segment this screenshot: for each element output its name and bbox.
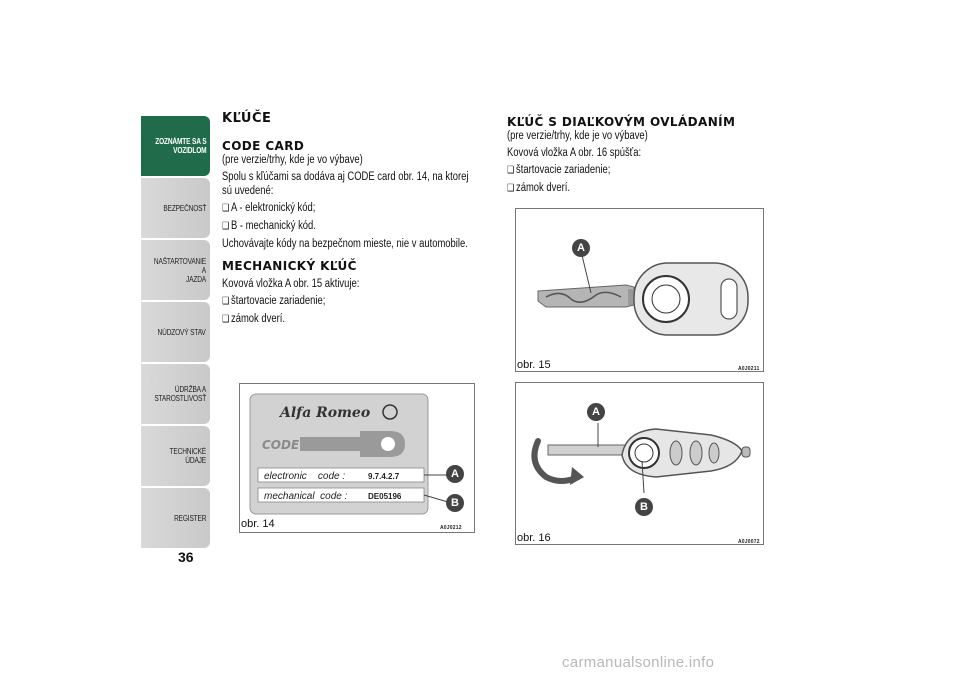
key-head-icon — [381, 437, 395, 451]
code-card-intro: Spolu s kľúčami sa dodáva aj CODE card obr. 14, na ktorej sú uvedené: — [222, 171, 469, 197]
list-item: ❑ zámok dverí. — [507, 181, 761, 196]
figure-code: A0J0212 — [440, 525, 462, 531]
watermark: carmanualsonline.info — [562, 654, 715, 671]
tab-label: NÚDZOVÝ STAV — [157, 327, 206, 337]
marker-a: A — [587, 403, 605, 421]
figure-caption: obr. 16 — [517, 532, 551, 544]
list-item: ❑ A - elektronický kód; — [222, 201, 476, 216]
tab-label: ZOZNÁMTE SA S VOZIDLOM — [154, 137, 206, 155]
figure-remote-key — [515, 382, 764, 545]
remote-key-body — [507, 129, 761, 196]
chapter-sidebar — [141, 116, 210, 550]
mechanical-key-illustration — [516, 209, 763, 371]
figure-code-card — [239, 383, 475, 533]
figure-code: A0J0072 — [738, 539, 760, 545]
mech-key-heading: MECHANICKÝ KĽÚČ — [222, 259, 357, 273]
figure-code: A0J0211 — [738, 366, 760, 372]
left-column — [222, 112, 532, 330]
tab-label: BEZPEČNOSŤ — [163, 203, 206, 213]
list-item: ❑ zámok dverí. — [222, 312, 476, 327]
tab-safety[interactable] — [141, 178, 210, 238]
code-card-note: (pre verzie/trhy, kde je vo výbave) — [222, 154, 363, 166]
electronic-code-value: 9.7.4.2.7 — [368, 472, 400, 481]
code-card-body — [222, 153, 476, 251]
marker-b: B — [635, 498, 653, 516]
remote-key-heading: KĽÚČ S DIAĽKOVÝM OVLÁDANÍM — [507, 115, 736, 129]
code-card-outro: Uchovávajte kódy na bezpečnom mieste, nie v automobile. — [222, 238, 468, 250]
marker-a: A — [572, 239, 590, 257]
tab-starting-driving[interactable] — [141, 240, 210, 300]
marker-a: A — [446, 465, 464, 483]
rotate-arrow-head-icon — [570, 467, 584, 485]
key-ring-icon — [742, 447, 750, 457]
leader-line — [581, 251, 591, 293]
key-blade-icon — [548, 445, 626, 455]
code-card-heading: CODE CARD — [222, 139, 305, 153]
tab-label: TECHNICKÉ ÚDAJE — [169, 447, 206, 465]
tab-emergency[interactable] — [141, 302, 210, 362]
figure-mechanical-key — [515, 208, 764, 372]
tab-label: ÚDRŽBA A STAROSTLIVOSŤ — [154, 385, 206, 403]
figure-caption: obr. 14 — [241, 518, 275, 530]
remote-key-note: (pre verzie/trhy, kde je vo výbave) — [507, 130, 648, 142]
list-item: ❑ B - mechanický kód. — [222, 219, 476, 234]
fob-button-icon — [670, 441, 682, 465]
brand-logo-text: Alfa Romeo — [280, 405, 371, 421]
right-column — [507, 116, 817, 199]
fob-button-icon — [709, 443, 719, 463]
list-item: ❑ štartovacie zariadenie; — [507, 163, 761, 178]
mech-key-intro: Kovová vložka A obr. 15 aktivuje: — [222, 278, 360, 290]
tab-label: REGISTER — [173, 513, 206, 523]
mech-key-body — [222, 277, 476, 327]
card-label: CODE — [262, 438, 300, 452]
key-ring-hole-icon — [721, 279, 737, 319]
mechanical-code-value: DE05196 — [368, 492, 402, 501]
alfa-logo-icon — [643, 276, 689, 322]
remote-key-illustration — [516, 383, 763, 544]
alfa-logo-icon — [629, 438, 659, 468]
tab-label: NAŠTARTOVANIE A JAZDA — [153, 256, 206, 284]
electronic-code-label: electronic code : — [264, 471, 346, 482]
code-card-illustration — [240, 384, 474, 532]
page-number: 36 — [178, 549, 194, 565]
list-item: ❑ štartovacie zariadenie; — [222, 294, 476, 309]
tab-technical-data[interactable] — [141, 426, 210, 486]
marker-b: B — [446, 494, 464, 512]
tab-introduction[interactable] — [141, 116, 210, 176]
section-title: KĽÚČE — [222, 111, 272, 126]
figure-caption: obr. 15 — [517, 359, 551, 371]
tab-index[interactable] — [141, 488, 210, 548]
tab-maintenance[interactable] — [141, 364, 210, 424]
mechanical-code-label: mechanical code : — [264, 491, 348, 502]
fob-button-icon — [690, 441, 702, 465]
remote-key-intro: Kovová vložka A obr. 16 spúšťa: — [507, 147, 642, 159]
